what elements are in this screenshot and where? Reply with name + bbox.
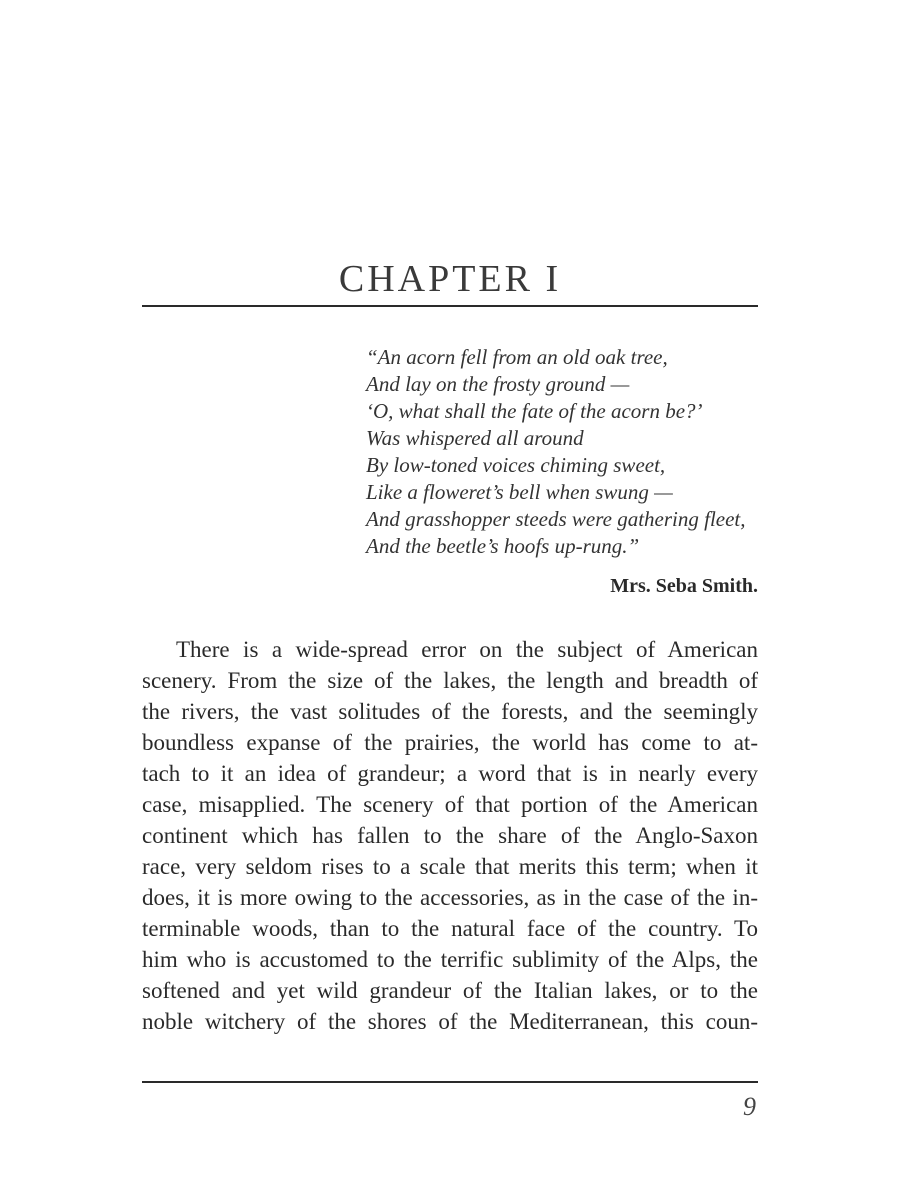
body-line: continent which has fallen to the share of the Anglo-Saxon [142, 823, 758, 848]
epigraph-line: And the beetle’s hoofs up-rung.” [366, 534, 640, 558]
top-rule [142, 305, 758, 307]
body-line: him who is accustomed to the terrific sublimity of the Alps, the [142, 947, 758, 972]
body-line: the rivers, the vast solitudes of the forests, and the seemingly [142, 699, 758, 724]
epigraph-line: “An acorn fell from an old oak tree, [366, 345, 668, 369]
epigraph [366, 344, 766, 560]
body-line: does, it is more owing to the accessories, as in the case of the in- [142, 885, 758, 910]
epigraph-line: By low-toned voices chiming sweet, [366, 453, 666, 477]
body-line: case, misapplied. The scenery of that portion of the American [142, 792, 758, 817]
body-line: terminable woods, than to the natural face of the country. To [142, 916, 758, 941]
chapter-title: CHAPTER I [338, 258, 562, 301]
body-line: tach to it an idea of grandeur; a word that is in nearly every [142, 761, 758, 786]
body-line: boundless expanse of the prairies, the world has come to at- [142, 730, 758, 755]
epigraph-line: And lay on the frosty ground — [366, 372, 630, 396]
epigraph-line: ‘O, what shall the fate of the acorn be?’ [366, 399, 703, 423]
epigraph-line: Like a floweret’s bell when swung — [366, 480, 673, 504]
body-line: softened and yet wild grandeur of the Italian lakes, or to the [142, 978, 758, 1003]
epigraph-line: Was whispered all around [366, 426, 584, 450]
page-number: 9 [743, 1092, 756, 1121]
body-line: noble witchery of the shores of the Mediterranean, this coun- [142, 1009, 758, 1034]
body-line: scenery. From the size of the lakes, the length and breadth of [142, 668, 758, 693]
body-line: race, very seldom rises to a scale that merits this term; when it [142, 854, 758, 879]
body-paragraph [142, 634, 758, 1037]
body-line: There is a wide-spread error on the subject of American [176, 637, 758, 662]
epigraph-line: And grasshopper steeds were gathering fleet, [366, 507, 746, 531]
epigraph-attribution: Mrs. Seba Smith. [610, 575, 758, 597]
bottom-rule [142, 1081, 758, 1083]
